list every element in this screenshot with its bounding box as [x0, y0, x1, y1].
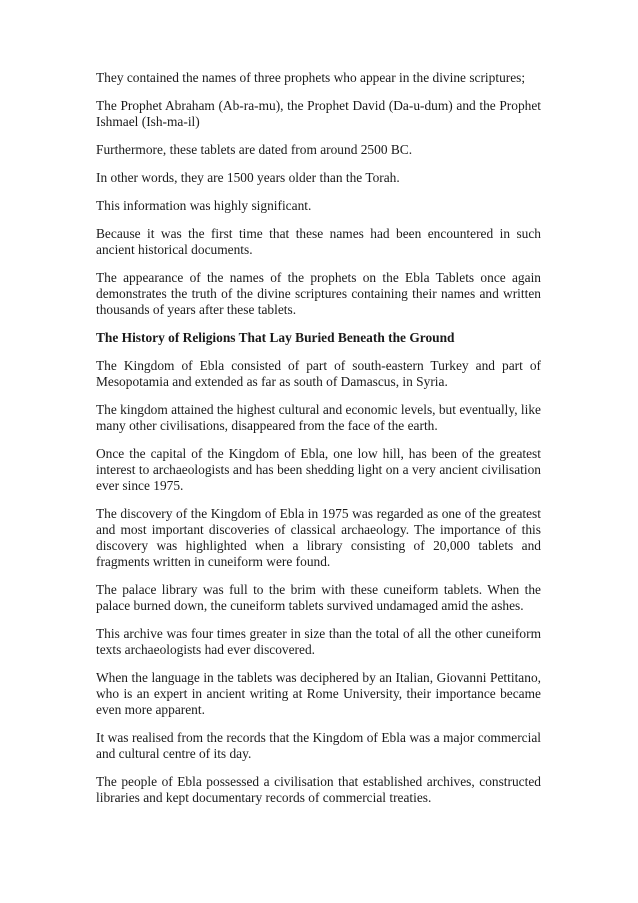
- paragraph: This information was highly significant.: [96, 198, 312, 213]
- paragraph: The Prophet Abraham (Ab-ra-mu), the Prophet David (Da-u-dum) and the Prophet Ishmael (Ish-ma-il): [96, 98, 541, 129]
- paragraph: It was realised from the records that the Kingdom of Ebla was a major commercial and cultural centre of its day.: [96, 730, 541, 761]
- section-heading: The History of Religions That Lay Buried Beneath the Ground: [96, 330, 455, 345]
- paragraph: The discovery of the Kingdom of Ebla in 1975 was regarded as one of the greatest and most important discoveries of classical archaeology. The importance of this discovery was highlighted when a library consisting of 20,000 tablets and fragments written in cuneiform were found.: [96, 506, 541, 569]
- paragraph: When the language in the tablets was deciphered by an Italian, Giovanni Pettitano, who is an expert in ancient writing at Rome University, their importance became even more apparent.: [96, 670, 541, 717]
- paragraph: In other words, they are 1500 years older than the Torah.: [96, 170, 400, 185]
- paragraph: This archive was four times greater in size than the total of all the other cuneiform texts archaeologists had ever discovered.: [96, 626, 541, 657]
- paragraph: They contained the names of three prophets who appear in the divine scriptures;: [96, 70, 526, 85]
- paragraph: The Kingdom of Ebla consisted of part of south-eastern Turkey and part of Mesopotamia and extended as far as south of Damascus, in Syria.: [96, 358, 541, 389]
- paragraph: Because it was the first time that these names had been encountered in such ancient historical documents.: [96, 226, 541, 257]
- paragraph: The appearance of the names of the prophets on the Ebla Tablets once again demonstrates the truth of the divine scriptures containing their names and written thousands of years after these tablets.: [96, 270, 541, 317]
- paragraph: Once the capital of the Kingdom of Ebla, one low hill, has been of the greatest interest to archaeologists and has been shedding light on a very ancient civilisation ever since 1975.: [96, 446, 541, 493]
- paragraph: The palace library was full to the brim with these cuneiform tablets. When the palace burned down, the cuneiform tablets survived undamaged amid the ashes.: [96, 582, 541, 613]
- document-page: [96, 70, 541, 818]
- paragraph: The kingdom attained the highest cultural and economic levels, but eventually, like many other civilisations, disappeared from the face of the earth.: [96, 402, 541, 433]
- paragraph: Furthermore, these tablets are dated from around 2500 BC.: [96, 142, 413, 157]
- paragraph: The people of Ebla possessed a civilisation that established archives, constructed libraries and kept documentary records of commercial treaties.: [96, 774, 541, 805]
